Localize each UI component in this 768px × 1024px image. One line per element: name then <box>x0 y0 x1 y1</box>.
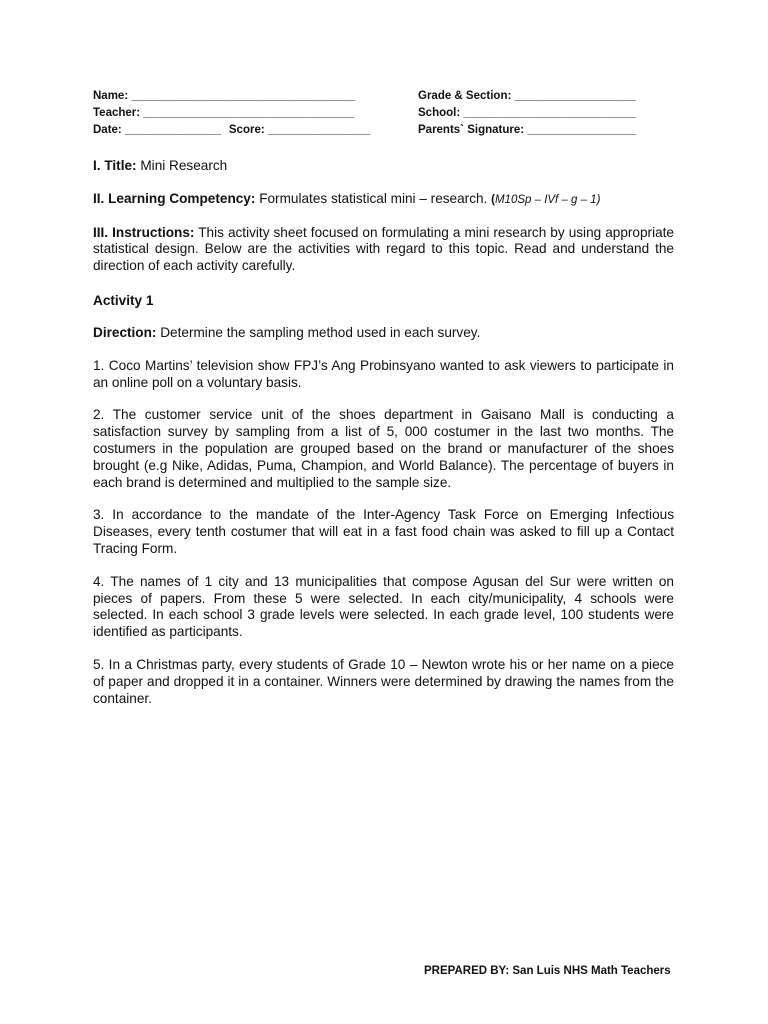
competency-section <box>93 191 674 209</box>
direction-text: Determine the sampling method used in each survey. <box>160 324 481 340</box>
instructions-text: This activity sheet focused on formulating a mini research by using appropriate statistical design. Below are the activities with regard to this topic. Read and understand the direction of each activity carefully. <box>93 224 674 274</box>
prepared-by: PREPARED BY: San Luis NHS Math Teachers <box>424 965 671 977</box>
name-field: Name: ___________________________________ <box>93 90 356 102</box>
date-score-row <box>93 122 418 139</box>
header-fields <box>93 88 674 139</box>
list-item: 1. Coco Martins’ television show FPJ’s Ang Probinsyano wanted to ask viewers to participate in an online poll on a voluntary basis. <box>93 357 674 390</box>
list-item: 5. In a Christmas party, every students of Grade 10 – Newton wrote his or her name on a piece of paper and dropped it in a container. Winners were determined by drawing the names from the container. <box>93 656 674 706</box>
title-value: Mini Research <box>140 158 228 173</box>
activity-heading: Activity 1 <box>93 292 154 308</box>
title-label: I. Title: <box>93 158 137 173</box>
list-item: 3. In accordance to the mandate of the Inter-Agency Task Force on Emerging Infectious Diseases, every tenth costumer that will eat in a fast food chain was asked to fill up a Contact Tracing Form. <box>93 507 674 556</box>
instructions-label: III. Instructions: <box>93 224 195 240</box>
score-field: Score: ________________ <box>228 124 371 136</box>
grade-section-field: Grade & Section: ___________________ <box>418 90 637 102</box>
teacher-field: Teacher: _________________________________ <box>93 107 355 119</box>
direction-label: Direction: <box>93 324 157 340</box>
list-item: 2. The customer service unit of the shoes department in Gaisano Mall is conducting a satisfaction survey by sampling from a list of 5, 000 costumer in the last two months. The costumers in the population are grouped based on the brand or manufacturer of the shoes brought (e.g Nike, Adidas, Puma, Champion, and World Balance). The percentage of buyers in each brand is determined and multiplied to the sample size. <box>93 407 674 490</box>
direction-section <box>93 325 674 342</box>
list-item: 4. The names of 1 city and 13 municipalities that compose Agusan del Sur were written on pieces of papers. From these 5 were selected. In each city/municipality, 4 schools were selected. In each school 3 grade levels were selected. In each grade level, 100 students were identified as participants. <box>93 573 674 640</box>
school-field: School: ___________________________ <box>418 107 637 119</box>
competency-code: (M10Sp – IVf – g – 1) <box>491 193 601 206</box>
date-field: Date: _______________ <box>93 124 221 136</box>
title-section <box>93 158 674 175</box>
instructions-section <box>93 225 674 275</box>
activity-sheet <box>93 88 674 707</box>
competency-value: Formulates statistical mini – research. <box>259 190 488 206</box>
parents-signature-field: Parents` Signature: _________________ <box>418 124 637 136</box>
competency-label: II. Learning Competency: <box>93 190 256 206</box>
